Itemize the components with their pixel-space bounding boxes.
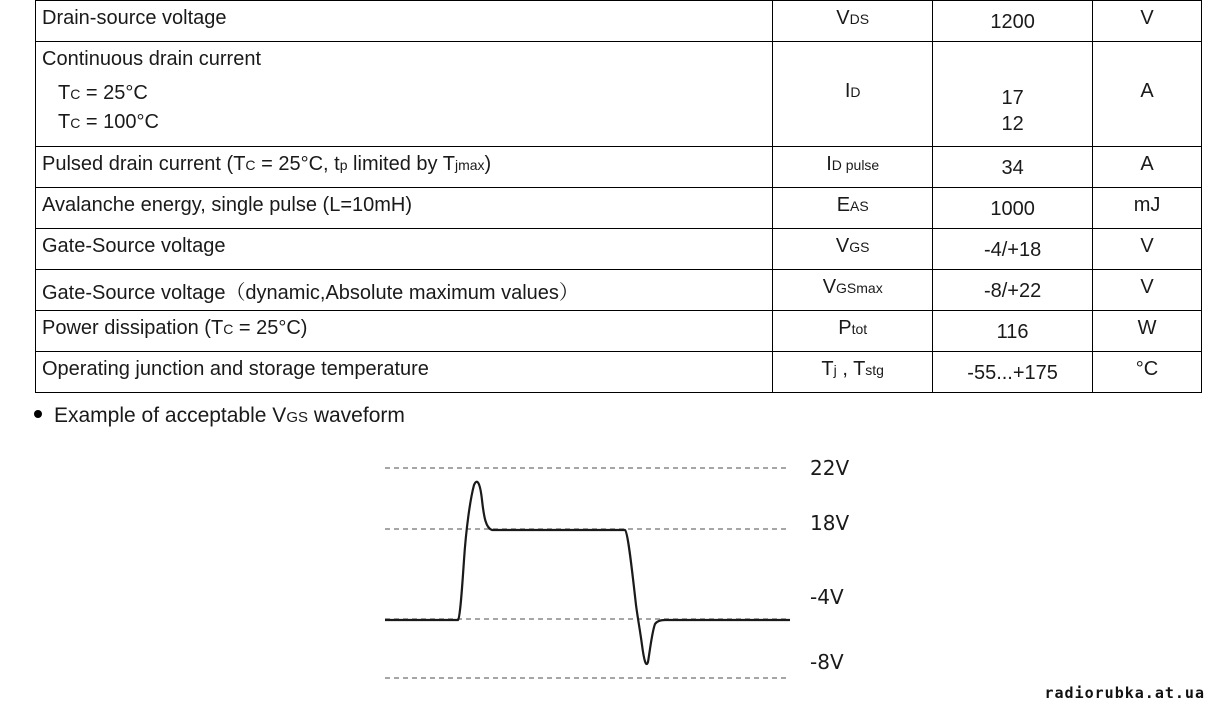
parameter-cell: Avalanche energy, single pulse (L=10mH) xyxy=(36,188,773,229)
symbol-cell: Ptot xyxy=(773,311,933,352)
table-row xyxy=(36,229,1202,270)
unit-cell: V xyxy=(1093,229,1202,270)
symbol-cell: ID pulse xyxy=(773,147,933,188)
symbol-cell: VGSmax xyxy=(773,270,933,311)
unit-cell: A xyxy=(1093,42,1202,147)
level-label: -4V xyxy=(810,585,844,609)
value-cell: -55...+175 xyxy=(933,352,1093,393)
bullet-icon xyxy=(34,410,42,418)
symbol-cell: EAS xyxy=(773,188,933,229)
value-cell: 1200 xyxy=(933,1,1093,42)
parameter-cell: Continuous drain current TC = 25°C TC = 100°C xyxy=(36,42,773,147)
unit-cell: W xyxy=(1093,311,1202,352)
table-row xyxy=(36,311,1202,352)
table-row xyxy=(36,352,1202,393)
vgs-waveform-trace xyxy=(385,482,790,664)
condition-line: TC = 25°C xyxy=(58,82,148,104)
vgs-waveform-diagram xyxy=(370,440,870,695)
value-cell: 34 xyxy=(933,147,1093,188)
symbol-cell: VGS xyxy=(773,229,933,270)
parameter-cell: Power dissipation (TC = 25°C) xyxy=(36,311,773,352)
parameter-cell: Pulsed drain current (TC = 25°C, tp limited by Tjmax) xyxy=(36,147,773,188)
table-row xyxy=(36,188,1202,229)
unit-cell: °C xyxy=(1093,352,1202,393)
unit-cell: mJ xyxy=(1093,188,1202,229)
unit-cell: V xyxy=(1093,1,1202,42)
symbol-cell: ID xyxy=(773,42,933,147)
value-cell: -8/+22 xyxy=(933,270,1093,311)
parameter-cell: Operating junction and storage temperature xyxy=(36,352,773,393)
watermark: radiorubka.at.ua xyxy=(1044,684,1205,702)
absolute-ratings-table xyxy=(35,0,1202,393)
condition-line: TC = 100°C xyxy=(58,111,159,133)
value-cell: 1000 xyxy=(933,188,1093,229)
symbol-cell: VDS xyxy=(773,1,933,42)
parameter-cell: Drain-source voltage xyxy=(36,1,773,42)
value-cell: 17 12 xyxy=(933,42,1093,147)
table-row xyxy=(36,42,1202,147)
unit-cell: V xyxy=(1093,270,1202,311)
table-row xyxy=(36,147,1202,188)
unit-cell: A xyxy=(1093,147,1202,188)
value-cell: -4/+18 xyxy=(933,229,1093,270)
table-row xyxy=(36,270,1202,311)
value-cell: 116 xyxy=(933,311,1093,352)
symbol-cell: Tj , Tstg xyxy=(773,352,933,393)
level-label: -8V xyxy=(810,650,844,674)
parameter-cell: Gate-Source voltage xyxy=(36,229,773,270)
level-label: 18V xyxy=(810,511,850,535)
parameter-cell: Gate-Source voltage（dynamic,Absolute maximum values） xyxy=(36,270,773,311)
level-label: 22V xyxy=(810,456,850,480)
table-row xyxy=(36,1,1202,42)
waveform-caption: Example of acceptable VGS waveform xyxy=(34,404,405,428)
